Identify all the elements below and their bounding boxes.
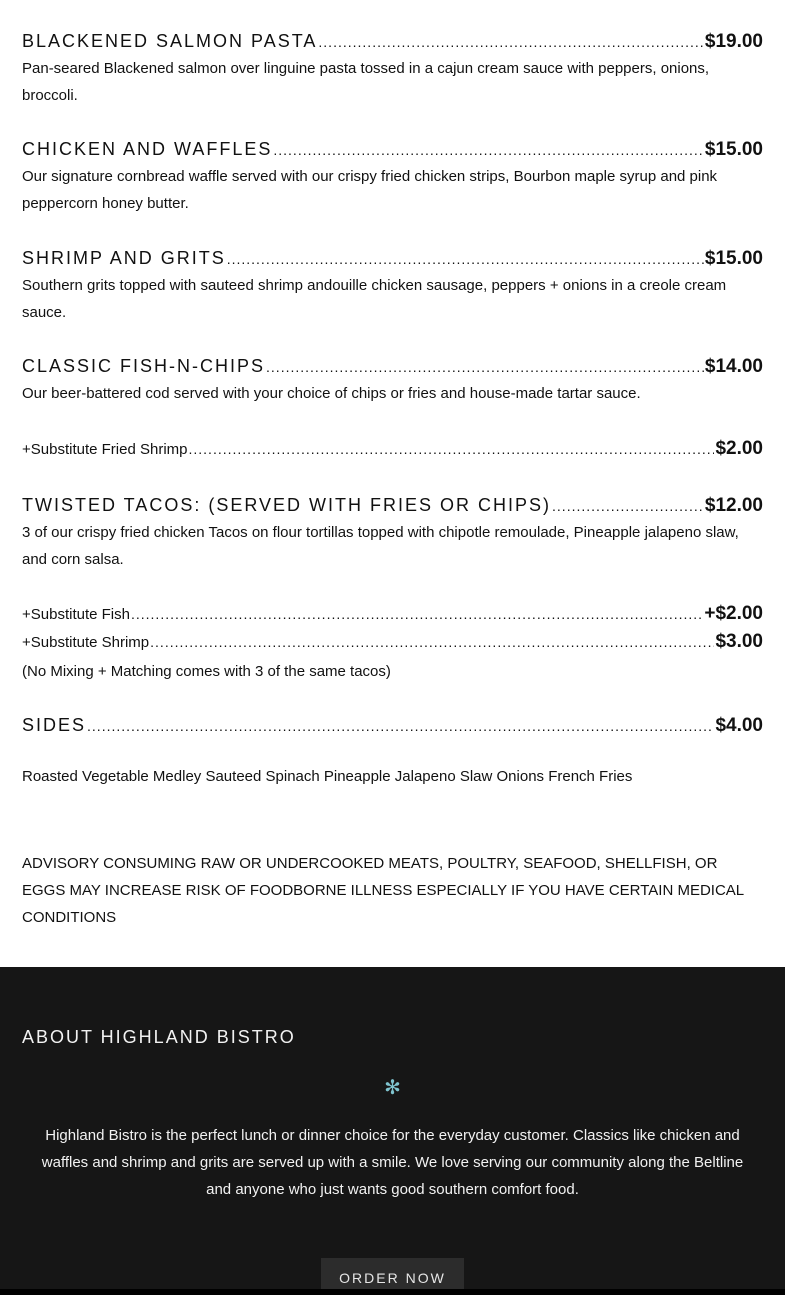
menu-item-price: $19.00 [704, 31, 763, 52]
menu-item-sides [22, 715, 763, 737]
menu-item-price: $12.00 [704, 495, 763, 516]
menu-item-description: Our beer-battered cod served with your choice of chips or fries and house-made tartar sauce. [22, 385, 641, 402]
leader-dots [131, 606, 703, 622]
add-on-name: +Substitute Shrimp [22, 634, 150, 651]
add-on-name: +Substitute Fried Shrimp [22, 441, 188, 458]
sides-list: Roasted Vegetable Medley Sauteed Spinach Pineapple Jalapeno Slaw Onions French Fries [22, 768, 633, 785]
menu-item-chicken-and-waffles [22, 139, 763, 161]
snowflake-icon: ✻ [384, 1077, 401, 1099]
menu-item-classic-fish-n-chips [22, 356, 763, 378]
taco-note: (No Mixing + Matching comes with 3 of the same tacos) [22, 663, 391, 680]
leader-dots [318, 34, 703, 50]
menu-item-description: Southern grits topped with sauteed shrimp andouille chicken sausage, peppers + onions in a creole cream sauce. [22, 277, 727, 321]
about-section [0, 967, 785, 1295]
add-on-price: $2.00 [715, 438, 763, 459]
menu-item-name: CLASSIC FISH-N-CHIPS [22, 356, 266, 376]
leader-dots [227, 251, 704, 267]
menu-item-description: 3 of our crispy fried chicken Tacos on flour tortillas topped with chipotle remoulade, Pineapple jalapeno slaw, and corn salsa. [22, 524, 739, 568]
menu-item-name: SIDES [22, 715, 87, 735]
bottom-bar [0, 1289, 785, 1295]
menu-item-shrimp-and-grits [22, 248, 763, 270]
add-on-price: +$2.00 [704, 603, 763, 624]
about-title: ABOUT HIGHLAND BISTRO [22, 1027, 296, 1047]
add-on-substitute-fried-shrimp [22, 438, 763, 460]
menu-item-blackened-salmon-pasta [22, 31, 763, 53]
menu-item-description: Our signature cornbread waffle served with our crispy fried chicken strips, Bourbon maple syrup and pink peppercorn honey butter. [22, 168, 718, 212]
menu-item-price: $4.00 [715, 715, 763, 736]
leader-dots [87, 718, 714, 734]
menu-item-name: CHICKEN AND WAFFLES [22, 139, 273, 159]
about-text: Highland Bistro is the perfect lunch or dinner choice for the everyday customer. Classics like chicken and waffles and shrimp and grits are served up with a smile. We love serving our community along the Beltline and anyone who just wants good southern comfort food. [41, 1127, 744, 1198]
menu-item-name: TWISTED TACOS: (SERVED WITH FRIES OR CHIPS) [22, 495, 552, 515]
leader-dots [552, 498, 704, 514]
add-on-substitute-fish [22, 603, 763, 625]
leader-dots [273, 142, 704, 158]
menu-item-name: BLACKENED SALMON PASTA [22, 31, 318, 51]
add-on-substitute-shrimp [22, 631, 763, 653]
menu-item-name: SHRIMP AND GRITS [22, 248, 226, 268]
add-on-price: $3.00 [715, 631, 763, 652]
leader-dots [266, 359, 704, 375]
leader-dots [150, 634, 714, 650]
menu-item-price: $15.00 [704, 248, 763, 269]
leader-dots [189, 441, 715, 457]
menu-item-price: $15.00 [704, 139, 763, 160]
menu-item-price: $14.00 [704, 356, 763, 377]
order-now-button[interactable]: ORDER NOW [321, 1258, 464, 1295]
menu-item-description: Pan-seared Blackened salmon over linguine pasta tossed in a cajun cream sauce with peppers, onions, broccoli. [22, 60, 710, 104]
add-on-name: +Substitute Fish [22, 606, 130, 623]
menu-item-twisted-tacos [22, 495, 763, 517]
advisory-notice: ADVISORY CONSUMING RAW OR UNDERCOOKED MEATS, POULTRY, SEAFOOD, SHELLFISH, OR EGGS MAY INCREASE RISK OF FOODBORNE ILLNESS ESPECIALLY IF YOU HAVE CERTAIN MEDICAL CONDITIONS [22, 855, 744, 926]
